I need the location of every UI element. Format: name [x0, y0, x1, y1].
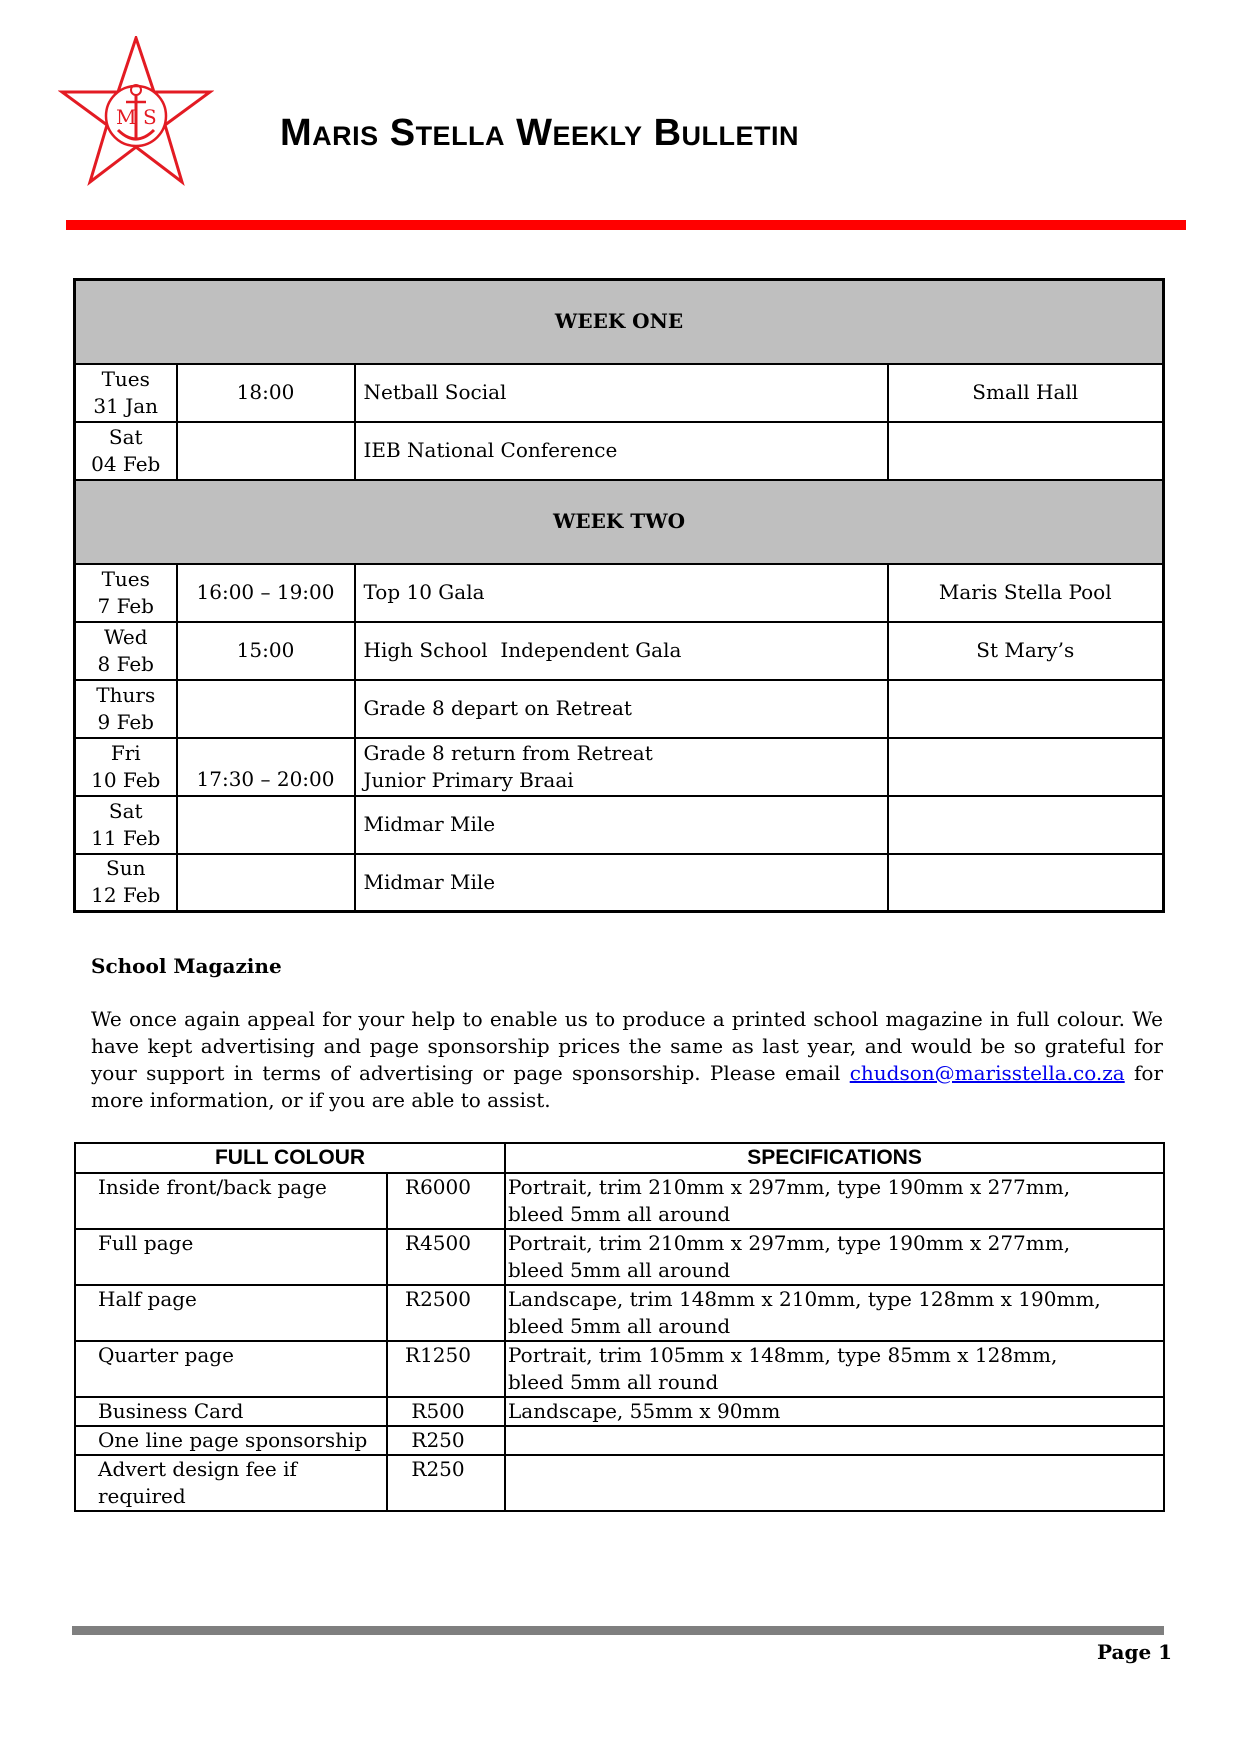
- advertising-rates-table: [74, 1142, 1165, 1512]
- event-venue: Small Hall: [888, 364, 1164, 422]
- ad-price: R6000: [387, 1173, 505, 1229]
- event-row: [75, 738, 1164, 796]
- table-row: [75, 1341, 1164, 1397]
- event-title: IEB National Conference: [355, 422, 888, 480]
- event-row: [75, 364, 1164, 422]
- event-time: [177, 738, 355, 796]
- event-date: [75, 680, 177, 738]
- event-venue: [888, 854, 1164, 912]
- event-row: [75, 854, 1164, 912]
- week-label: WEEK ONE: [75, 280, 1164, 364]
- event-time: [177, 796, 355, 854]
- event-time-text: 17:30 – 20:00: [196, 766, 335, 791]
- event-day: Sat: [108, 424, 143, 449]
- ad-spec: [505, 1341, 1164, 1397]
- event-date: [75, 364, 177, 422]
- event-time: 15:00: [177, 622, 355, 680]
- header-divider: [66, 220, 1186, 230]
- event-day-date: 31 Jan: [93, 393, 159, 418]
- ad-spec: [505, 1173, 1164, 1229]
- table-row: [75, 1285, 1164, 1341]
- paragraph-text: We once again appeal for your help to enable us to produce a printed school magazine in full colour. We have kept advertising and page sponsorship prices the same as last year, and would be so grateful for your support in terms of advertising or page sponsorship. Please email: [91, 1007, 1163, 1085]
- school-logo-icon: [58, 36, 214, 188]
- table-row: [75, 1173, 1164, 1229]
- bulletin-title: Maris Stella Weekly Bulletin: [280, 112, 799, 154]
- event-title: High School Independent Gala: [355, 622, 888, 680]
- ad-spec: Landscape, 55mm x 90mm: [505, 1397, 1164, 1426]
- paragraph-text: for more information, or if you are able to assist.: [91, 1061, 1163, 1112]
- event-day: Tues: [101, 566, 150, 591]
- event-day: Sat: [108, 798, 143, 823]
- event-venue: [888, 796, 1164, 854]
- spec-line: bleed 5mm all around: [508, 1258, 731, 1282]
- spec-line: bleed 5mm all around: [508, 1202, 731, 1226]
- ad-item: Business Card: [75, 1397, 387, 1426]
- event-day-date: 7 Feb: [97, 593, 154, 618]
- ad-spec: [505, 1229, 1164, 1285]
- event-day: Fri: [110, 740, 141, 765]
- column-header: SPECIFICATIONS: [505, 1143, 1164, 1173]
- event-date: [75, 564, 177, 622]
- section-heading: School Magazine: [91, 954, 282, 978]
- event-row: [75, 680, 1164, 738]
- svg-text:S: S: [143, 105, 157, 129]
- ad-item: Full page: [75, 1229, 387, 1285]
- event-title: [355, 738, 888, 796]
- event-venue: [888, 422, 1164, 480]
- event-time: [177, 854, 355, 912]
- week-label: WEEK TWO: [75, 480, 1164, 564]
- event-venue: Maris Stella Pool: [888, 564, 1164, 622]
- table-row: [75, 1426, 1164, 1455]
- ad-item: Advert design fee if required: [75, 1455, 387, 1511]
- event-date: [75, 622, 177, 680]
- event-day: Sun: [106, 856, 146, 881]
- week-header-row: [75, 480, 1164, 564]
- event-time: 18:00: [177, 364, 355, 422]
- event-day: Thurs: [96, 682, 156, 707]
- event-title: Grade 8 depart on Retreat: [355, 680, 888, 738]
- event-day-date: 8 Feb: [97, 651, 154, 676]
- ad-price: R4500: [387, 1229, 505, 1285]
- events-calendar-table: [73, 278, 1165, 913]
- event-day: Wed: [103, 624, 148, 649]
- email-link[interactable]: chudson@marisstella.co.za: [849, 1061, 1125, 1085]
- event-day: Tues: [101, 366, 150, 391]
- event-row: [75, 796, 1164, 854]
- spec-line: Portrait, trim 210mm x 297mm, type 190mm x 277mm,: [508, 1231, 1071, 1255]
- spec-line: Landscape, trim 148mm x 210mm, type 128mm x 190mm,: [508, 1287, 1101, 1311]
- event-date: [75, 854, 177, 912]
- ad-item: Inside front/back page: [75, 1173, 387, 1229]
- ad-item: Quarter page: [75, 1341, 387, 1397]
- column-header: FULL COLOUR: [75, 1143, 505, 1173]
- spec-line: Portrait, trim 105mm x 148mm, type 85mm x 128mm,: [508, 1343, 1058, 1367]
- event-date: [75, 422, 177, 480]
- event-day-date: 9 Feb: [97, 709, 154, 734]
- event-venue: [888, 680, 1164, 738]
- event-title: Midmar Mile: [355, 854, 888, 912]
- table-row: [75, 1229, 1164, 1285]
- event-row: [75, 422, 1164, 480]
- ad-item: One line page sponsorship: [75, 1426, 387, 1455]
- event-date: [75, 738, 177, 796]
- event-venue: [888, 738, 1164, 796]
- event-title: Netball Social: [355, 364, 888, 422]
- footer-divider: [72, 1626, 1164, 1635]
- event-title: Top 10 Gala: [355, 564, 888, 622]
- svg-text:M: M: [116, 105, 137, 129]
- ad-price: R250: [387, 1455, 505, 1511]
- event-title-line: Junior Primary Braai: [363, 767, 574, 792]
- event-title-line: Grade 8 return from Retreat: [363, 740, 653, 765]
- ad-price: R250: [387, 1426, 505, 1455]
- spec-line: Portrait, trim 210mm x 297mm, type 190mm x 277mm,: [508, 1175, 1071, 1199]
- event-day-date: 12 Feb: [91, 883, 161, 908]
- ad-spec: [505, 1455, 1164, 1511]
- event-day-date: 11 Feb: [91, 825, 161, 850]
- magazine-appeal-paragraph: [91, 1006, 1163, 1114]
- table-row: [75, 1455, 1164, 1511]
- event-row: [75, 622, 1164, 680]
- week-header-row: [75, 280, 1164, 364]
- table-row: [75, 1397, 1164, 1426]
- ad-price: R2500: [387, 1285, 505, 1341]
- event-title: Midmar Mile: [355, 796, 888, 854]
- spec-line: bleed 5mm all round: [508, 1370, 719, 1394]
- page-number: Page 1: [1097, 1640, 1173, 1664]
- ad-spec: [505, 1285, 1164, 1341]
- event-time: [177, 680, 355, 738]
- event-day-date: 10 Feb: [91, 767, 161, 792]
- event-venue: St Mary’s: [888, 622, 1164, 680]
- ad-price: R500: [387, 1397, 505, 1426]
- table-header-row: [75, 1143, 1164, 1173]
- ad-spec: [505, 1426, 1164, 1455]
- ad-price: R1250: [387, 1341, 505, 1397]
- ad-item: Half page: [75, 1285, 387, 1341]
- event-time: 16:00 – 19:00: [177, 564, 355, 622]
- event-date: [75, 796, 177, 854]
- event-day-date: 04 Feb: [91, 451, 161, 476]
- event-row: [75, 564, 1164, 622]
- spec-line: bleed 5mm all around: [508, 1314, 731, 1338]
- event-time: [177, 422, 355, 480]
